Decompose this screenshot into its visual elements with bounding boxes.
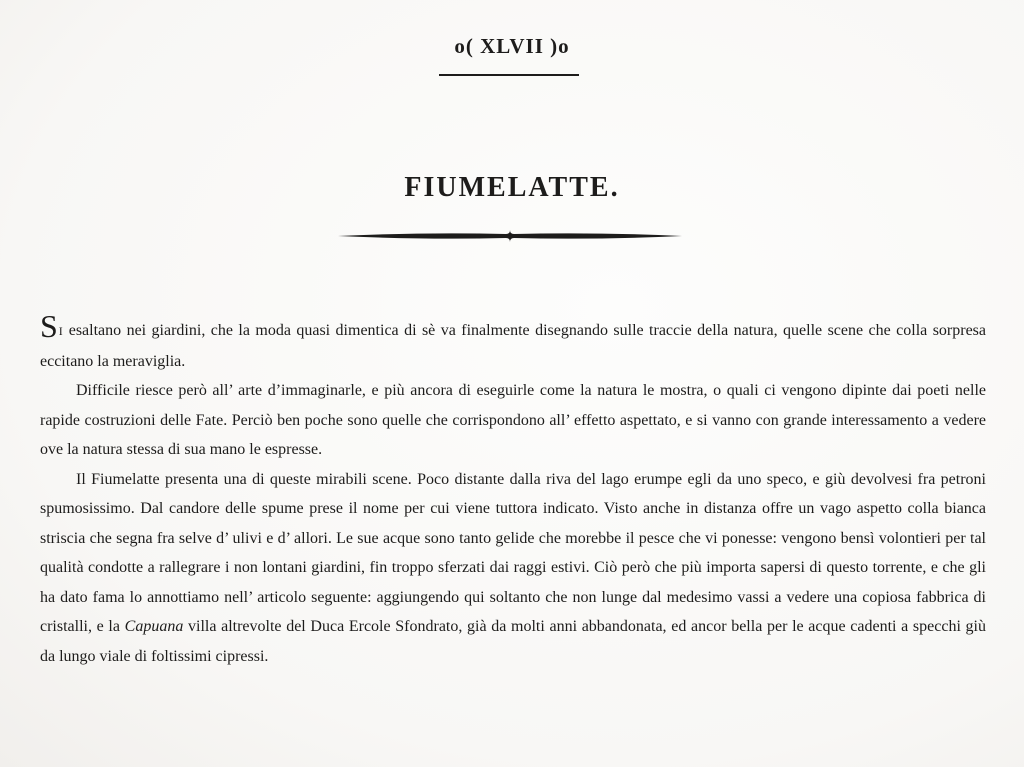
paragraph-1-text: esaltano nei giardini, che la moda quasi dimentica di sè va finalmente disegnando sulle traccie della natura, quelle scene che colla sorpresa eccitano la meraviglia. — [40, 322, 986, 370]
paragraph-3 — [40, 465, 986, 672]
article-body — [40, 308, 986, 671]
paragraph-1 — [40, 308, 986, 376]
paragraph-3-text-after: villa altrevolte del Duca Ercole Sfondrato, già da molti anni abbandonata, ed ancor bella per le acque cadenti a specchi giù da lungo viale di foltissimi cipressi. — [40, 618, 986, 665]
page-number: o( XLVII )o — [454, 34, 570, 58]
paragraph-3-text-before: Il Fiumelatte presenta una di queste mirabili scene. Poco distante dalla riva del lago erumpe egli da uno speco, e giù devolvesi fra petroni spumosissimo. Dal candore delle spume prese il nome per cui viene tuttora indicato. Visto anche in distanza offre un vago aspetto colla bianca striscia che segna fra selve d’ ulivi e d’ allori. Le sue acque sono tanto gelide che morebbe il pesce che vi ponesse: vengono bensì volontieri per tal qualità condotte a rallegrare i non lontani giardini, fin troppo sferzati dai raggi estivi. Ciò però che più importa sapersi di questo torrente, e che gli ha dato fama lo annottiamo nell’ articolo seguente: aggiungendo qui soltanto che non lunge dal medesimo vassi a vedere una copiosa fabbrica di cristalli, e la — [40, 470, 986, 635]
paragraph-2: Difficile riesce però all’ arte d’immaginarle, e più ancora di eseguirle come la natura le mostra, o quali ci vengono dipinte dai poeti nelle rapide costruzioni delle Fate. Perciò ben poche sono quelle che corrispondono all’ effetto aspettato, e si vanno con grande interessamento a vedere ove la natura stessa di sua mano le espresse. — [40, 382, 986, 458]
drop-cap: S — [40, 308, 58, 344]
article-title: FIUMELATTE. — [404, 172, 620, 203]
ornamental-rule — [336, 228, 684, 244]
lead-smallcaps: I — [58, 324, 64, 338]
page-number-rule — [439, 74, 579, 76]
italic-place-name: Capuana — [124, 618, 184, 635]
